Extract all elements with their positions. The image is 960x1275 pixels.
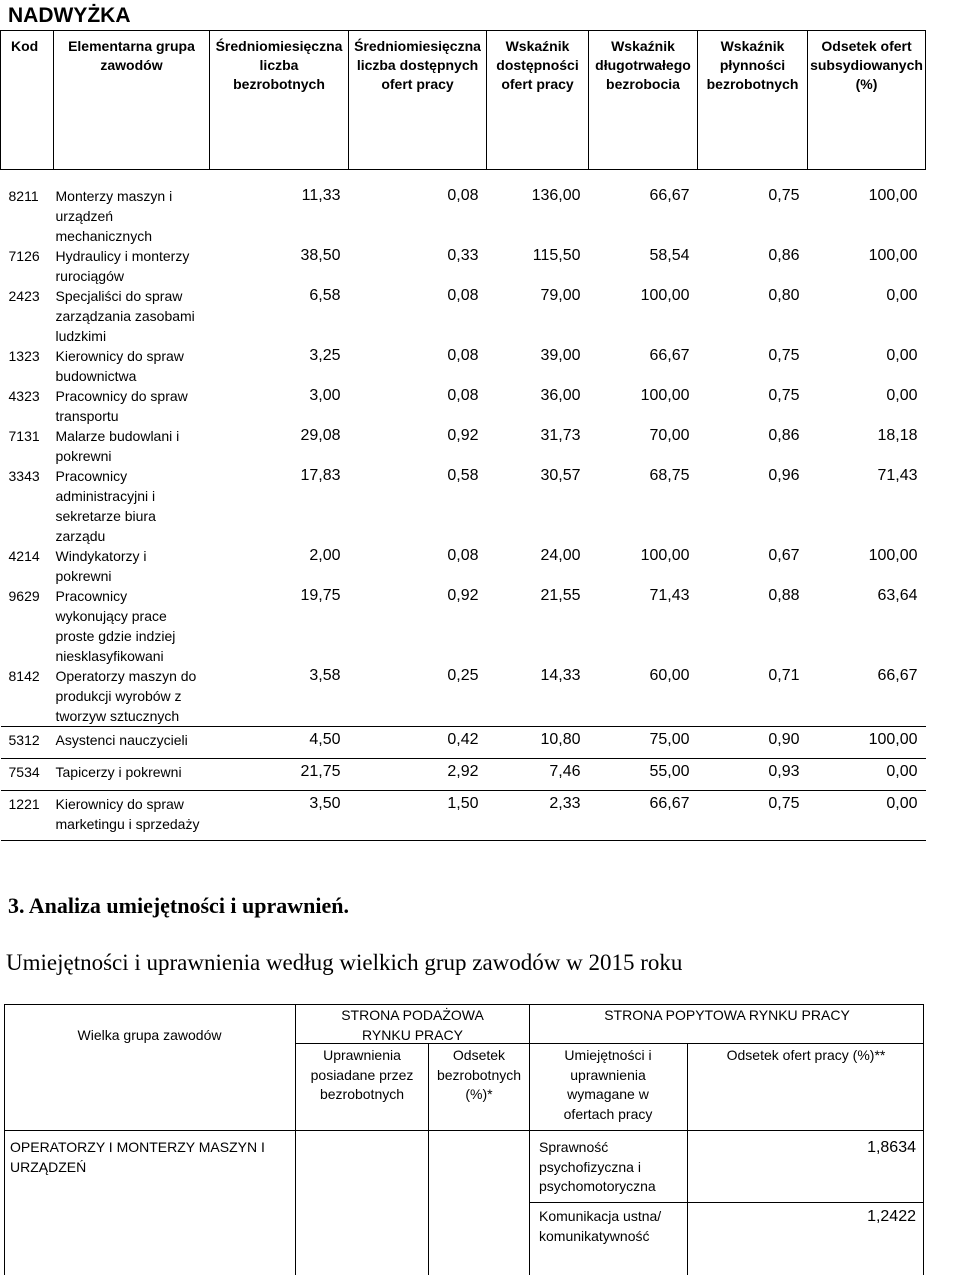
row-code: 8142 xyxy=(8,668,40,684)
cell-plynnosc: 0,67 xyxy=(768,547,800,564)
cell-oferty: 0,25 xyxy=(447,667,479,684)
cell-plynnosc: 0,75 xyxy=(768,387,800,404)
cell-subsydiowane: 100,00 xyxy=(868,547,918,564)
cell-dostepnosc: 10,80 xyxy=(487,727,589,759)
cell-oferty: 0,08 xyxy=(447,287,479,304)
cell-dlugotrwale: 68,75 xyxy=(649,467,690,484)
cell-plynnosc: 0,75 xyxy=(698,791,808,841)
header-wielka-grupa: Wielka grupa zawodów xyxy=(77,1027,222,1043)
row-code: 2423 xyxy=(8,288,40,304)
row-name: Tapicerzy i pokrewni xyxy=(54,759,210,791)
cell-subsydiowane: 0,00 xyxy=(886,347,918,364)
table-row xyxy=(1,386,926,426)
header-uprawnienia-posiadane: Uprawnienia posiadane przez bezrobotnych xyxy=(310,1047,414,1102)
surplus-table xyxy=(0,30,926,841)
table-row xyxy=(1,426,926,466)
row-name: Windykatorzy i pokrewni xyxy=(55,548,147,584)
cell-oferty: 0,33 xyxy=(447,247,479,264)
cell-dostepnosc: 30,57 xyxy=(540,467,581,484)
section-title: NADWYŻKA xyxy=(8,4,131,27)
cell-bezrobotni: 11,33 xyxy=(301,187,341,204)
section-subheading: Umiejętności i uprawnienia według wielkich grup zawodów w 2015 roku xyxy=(6,950,683,975)
cell-dlugotrwale: 60,00 xyxy=(649,667,690,684)
cell-subsydiowane: 100,00 xyxy=(868,247,918,264)
row-code: 9629 xyxy=(8,588,40,604)
row-name: Hydraulicy i monterzy rurociągów xyxy=(55,248,190,284)
row-code: 1221 xyxy=(1,791,54,841)
row-code: 4323 xyxy=(8,388,40,404)
cell-bezrobotni: 3,58 xyxy=(309,667,341,684)
cell-dlugotrwale: 100,00 xyxy=(640,387,690,404)
cell-subsydiowane: 0,00 xyxy=(808,759,926,791)
cell-bezrobotni: 17,83 xyxy=(300,467,341,484)
cell-dlugotrwale: 70,00 xyxy=(649,427,690,444)
row-name: Specjaliści do spraw zarządzania zasobami ludzkimi xyxy=(55,288,195,344)
cell-subsydiowane: 0,00 xyxy=(886,287,918,304)
cell-dostepnosc: 24,00 xyxy=(540,547,581,564)
cell-bezrobotni: 3,25 xyxy=(309,347,341,364)
cell-dostepnosc: 115,50 xyxy=(532,247,581,264)
cell-plynnosc: 0,90 xyxy=(698,727,808,759)
row-code: 5312 xyxy=(1,727,54,759)
cell-dlugotrwale: 55,00 xyxy=(589,759,698,791)
cell-oferty: 0,58 xyxy=(447,467,479,484)
header-strona-podazowa: STRONA PODAŻOWA RYNKU PRACY xyxy=(341,1007,484,1043)
cell-dostepnosc: 14,33 xyxy=(540,667,581,684)
table-row xyxy=(1,727,926,759)
cell-plynnosc: 0,80 xyxy=(768,287,800,304)
cell-subsydiowane: 0,00 xyxy=(886,387,918,404)
table-border-right xyxy=(923,1004,924,1275)
skill-name: Komunikacja ustna/ komunikatywność xyxy=(539,1208,662,1244)
cell-dlugotrwale: 66,67 xyxy=(649,347,690,364)
table-row xyxy=(1,791,926,841)
row-code: 7126 xyxy=(8,248,40,264)
table-row xyxy=(1,286,926,346)
cell-subsydiowane: 0,00 xyxy=(808,791,926,841)
table-divider xyxy=(529,1202,924,1203)
row-name: Pracownicy wykonujący prace proste gdzie indziej niesklasyfikowani xyxy=(55,588,176,664)
cell-subsydiowane: 63,64 xyxy=(877,587,918,604)
cell-oferty: 0,42 xyxy=(349,727,487,759)
cell-dlugotrwale: 58,54 xyxy=(649,247,690,264)
row-name: Malarze budowlani i pokrewni xyxy=(55,428,180,464)
table-row xyxy=(1,246,926,286)
cell-dostepnosc: 21,55 xyxy=(540,587,581,604)
header-wskaznik-dostepnosci: Wskaźnik dostępności ofert pracy xyxy=(487,31,589,170)
cell-bezrobotni: 6,58 xyxy=(309,287,341,304)
cell-subsydiowane: 18,18 xyxy=(877,427,918,444)
section-heading: 3. Analiza umiejętności i uprawnień. xyxy=(8,893,350,918)
cell-bezrobotni: 29,08 xyxy=(300,427,341,444)
cell-bezrobotni: 2,00 xyxy=(309,547,341,564)
cell-bezrobotni: 19,75 xyxy=(300,587,341,604)
cell-oferty: 0,08 xyxy=(447,347,479,364)
row-name: Asystenci nauczycieli xyxy=(54,727,210,759)
row-code: 7131 xyxy=(8,428,40,444)
cell-subsydiowane: 71,43 xyxy=(877,467,918,484)
header-grupa: Elementarna grupa zawodów xyxy=(54,31,210,170)
cell-plynnosc: 0,71 xyxy=(768,667,800,684)
cell-dostepnosc: 79,00 xyxy=(540,287,581,304)
header-odsetek-ofert: Odsetek ofert pracy (%)** xyxy=(726,1047,886,1063)
skill-value: 1,8634 xyxy=(867,1139,916,1156)
cell-bezrobotni: 3,50 xyxy=(210,791,349,841)
cell-oferty: 0,08 xyxy=(447,547,479,564)
skill-name: Sprawność psychofizyczna i psychomotoryczna xyxy=(539,1139,656,1194)
header-wskaznik-dlugotrwalego: Wskaźnik długotrwałego bezrobocia xyxy=(589,31,698,170)
cell-subsydiowane: 100,00 xyxy=(808,727,926,759)
cell-plynnosc: 0,88 xyxy=(768,587,800,604)
cell-bezrobotni: 3,00 xyxy=(309,387,341,404)
table-row xyxy=(1,466,926,546)
cell-plynnosc: 0,93 xyxy=(698,759,808,791)
header-odsetek-bezrobotnych: Odsetek bezrobotnych (%)* xyxy=(436,1047,522,1102)
table-row xyxy=(1,546,926,586)
cell-dostepnosc: 7,46 xyxy=(487,759,589,791)
cell-oferty: 0,92 xyxy=(447,427,479,444)
table-divider xyxy=(4,1130,924,1131)
cell-dostepnosc: 136,00 xyxy=(531,187,581,204)
cell-oferty: 0,08 xyxy=(447,387,479,404)
table-row xyxy=(1,346,926,386)
cell-bezrobotni: 21,75 xyxy=(210,759,349,791)
table-row xyxy=(1,186,926,246)
table-row xyxy=(1,666,926,727)
cell-plynnosc: 0,75 xyxy=(768,347,800,364)
row-code: 3343 xyxy=(8,468,40,484)
table-header-row xyxy=(1,31,926,170)
table-row xyxy=(1,759,926,791)
cell-dlugotrwale: 71,43 xyxy=(649,587,690,604)
row-code: 4214 xyxy=(8,548,40,564)
table-divider xyxy=(529,1004,530,1275)
cell-plynnosc: 0,75 xyxy=(768,187,800,204)
table-divider xyxy=(687,1043,688,1275)
header-strona-popytowa: STRONA POPYTOWA RYNKU PRACY xyxy=(604,1007,850,1023)
group-name: OPERATORZY I MONTERZY MASZYN I URZĄDZEŃ xyxy=(10,1139,265,1175)
table-border-top xyxy=(4,1004,924,1005)
cell-dlugotrwale: 100,00 xyxy=(640,547,690,564)
cell-dlugotrwale: 100,00 xyxy=(640,287,690,304)
cell-plynnosc: 0,86 xyxy=(768,247,800,264)
cell-subsydiowane: 66,67 xyxy=(877,667,918,684)
row-code: 8211 xyxy=(8,188,39,204)
header-odsetek-subsydiowanych: Odsetek ofert subsydiowanych (%) xyxy=(808,31,926,170)
header-srednia-bezrobotnych: Średniomiesięczna liczba bezrobotnych xyxy=(210,31,349,170)
skill-value: 1,2422 xyxy=(867,1208,916,1225)
cell-dlugotrwale: 75,00 xyxy=(589,727,698,759)
header-umiejetnosci-wymagane: Umiejętności i uprawnienia wymagane w ofertach pracy xyxy=(563,1047,653,1122)
header-wskaznik-plynnosci: Wskaźnik płynności bezrobotnych xyxy=(698,31,808,170)
cell-plynnosc: 0,96 xyxy=(768,467,800,484)
row-name: Monterzy maszyn i urządzeń mechanicznych xyxy=(55,188,173,244)
cell-dlugotrwale: 66,67 xyxy=(649,187,690,204)
cell-plynnosc: 0,86 xyxy=(768,427,800,444)
table-row xyxy=(1,586,926,666)
cell-dostepnosc: 39,00 xyxy=(540,347,581,364)
cell-dlugotrwale: 66,67 xyxy=(589,791,698,841)
cell-oferty: 0,08 xyxy=(447,187,479,204)
row-name: Operatorzy maszyn do produkcji wyrobów z tworzyw sztucznych xyxy=(55,668,197,724)
cell-bezrobotni: 38,50 xyxy=(300,247,341,264)
row-code: 7534 xyxy=(1,759,54,791)
skills-table xyxy=(4,1004,924,1275)
cell-dostepnosc: 2,33 xyxy=(487,791,589,841)
row-name: Kierownicy do spraw budownictwa xyxy=(55,348,184,384)
row-name: Kierownicy do spraw marketingu i sprzedaży xyxy=(54,791,210,841)
row-name: Pracownicy administracyjni i sekretarze biura zarządu xyxy=(55,468,156,544)
row-code: 1323 xyxy=(8,348,40,364)
cell-oferty: 1,50 xyxy=(349,791,487,841)
header-srednia-ofert: Średniomiesięczna liczba dostępnych ofert pracy xyxy=(349,31,487,170)
cell-subsydiowane: 100,00 xyxy=(868,187,918,204)
cell-oferty: 2,92 xyxy=(349,759,487,791)
cell-bezrobotni: 4,50 xyxy=(210,727,349,759)
header-kod: Kod xyxy=(1,31,54,170)
cell-dostepnosc: 31,73 xyxy=(540,427,581,444)
cell-oferty: 0,92 xyxy=(447,587,479,604)
cell-dostepnosc: 36,00 xyxy=(540,387,581,404)
row-name: Pracownicy do spraw transportu xyxy=(55,388,188,424)
